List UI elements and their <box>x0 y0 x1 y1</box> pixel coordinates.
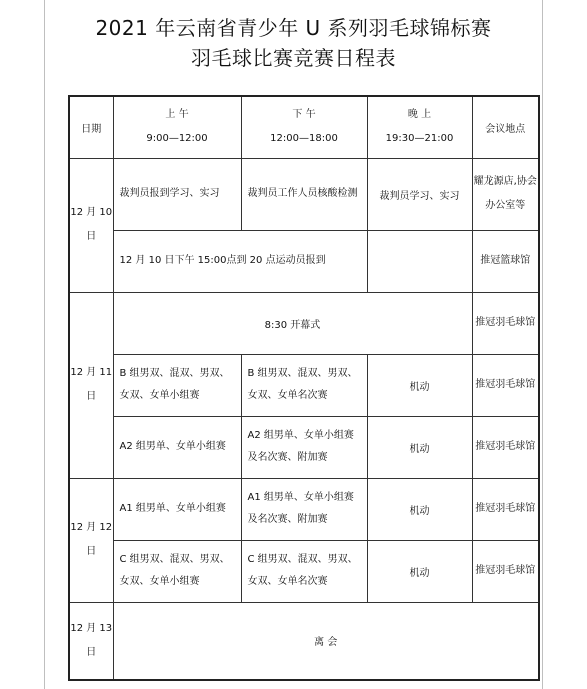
venue-cell: 推冠羽毛球馆 <box>472 416 539 478</box>
date-cell: 12 月 11 日 <box>69 292 113 478</box>
header-row <box>69 96 539 158</box>
table-row <box>69 354 539 416</box>
afternoon-cell: A1 组男单、女单小组赛及名次赛、附加赛 <box>241 478 367 540</box>
date-cell: 12 月 12 日 <box>69 478 113 602</box>
header-morning-time: 9:00—12:00 <box>146 133 208 145</box>
header-evening-time: 19:30—21:00 <box>385 133 454 145</box>
venue-cell: 推冠羽毛球馆 <box>472 478 539 540</box>
table-row <box>69 416 539 478</box>
document-title: 2021 年云南省青少年 U 系列羽毛球锦标赛 <box>95 16 492 40</box>
morning-cell: A1 组男单、女单小组赛 <box>113 478 241 540</box>
venue-cell: 推冠羽毛球馆 <box>472 292 539 354</box>
evening-cell <box>367 230 472 292</box>
table-row <box>69 478 539 540</box>
span-cell: 8:30 开幕式 <box>113 292 472 354</box>
afternoon-cell: B 组男双、混双、男双、女双、女单名次赛 <box>241 354 367 416</box>
page-margin-line-left <box>44 0 45 689</box>
evening-cell: 裁判员学习、实习 <box>367 158 472 230</box>
afternoon-cell: C 组男双、混双、男双、女双、女单名次赛 <box>241 540 367 602</box>
page-margin-line-right <box>542 0 543 689</box>
header-morning-label: 上 午 <box>165 109 189 121</box>
date-cell: 12 月 10 日 <box>69 158 113 292</box>
venue-cell: 推冠羽毛球馆 <box>472 354 539 416</box>
document-subtitle: 羽毛球比赛竞赛日程表 <box>191 46 396 70</box>
table-row <box>69 230 539 292</box>
span-cell: 离 会 <box>113 602 539 680</box>
venue-cell: 推冠篮球馆 <box>472 230 539 292</box>
venue-cell: 推冠羽毛球馆 <box>472 540 539 602</box>
afternoon-cell: A2 组男单、女单小组赛及名次赛、附加赛 <box>241 416 367 478</box>
header-morning <box>113 96 241 158</box>
venue-cell: 耀龙源店,协会办公室等 <box>472 158 539 230</box>
header-afternoon <box>241 96 367 158</box>
header-date: 日期 <box>69 96 113 158</box>
table-row <box>69 602 539 680</box>
evening-cell: 机动 <box>367 478 472 540</box>
afternoon-cell: 裁判员工作人员核酸检测 <box>241 158 367 230</box>
morning-cell: A2 组男单、女单小组赛 <box>113 416 241 478</box>
date-cell: 12 月 13 日 <box>69 602 113 680</box>
table-row <box>69 158 539 230</box>
table-row <box>69 292 539 354</box>
header-evening <box>367 96 472 158</box>
morning-cell: B 组男双、混双、男双、女双、女单小组赛 <box>113 354 241 416</box>
table-row <box>69 540 539 602</box>
header-venue: 会议地点 <box>472 96 539 158</box>
evening-cell: 机动 <box>367 354 472 416</box>
morning-afternoon-cell: 12 月 10 日下午 15:00点到 20 点运动员报到 <box>113 230 367 292</box>
header-afternoon-time: 12:00—18:00 <box>270 133 338 145</box>
evening-cell: 机动 <box>367 540 472 602</box>
schedule-table <box>68 95 540 681</box>
evening-cell: 机动 <box>367 416 472 478</box>
header-evening-label: 晚 上 <box>407 109 432 121</box>
morning-cell: C 组男双、混双、男双、女双、女单小组赛 <box>113 540 241 602</box>
morning-cell: 裁判员报到学习、实习 <box>113 158 241 230</box>
header-afternoon-label: 下 午 <box>292 109 316 121</box>
